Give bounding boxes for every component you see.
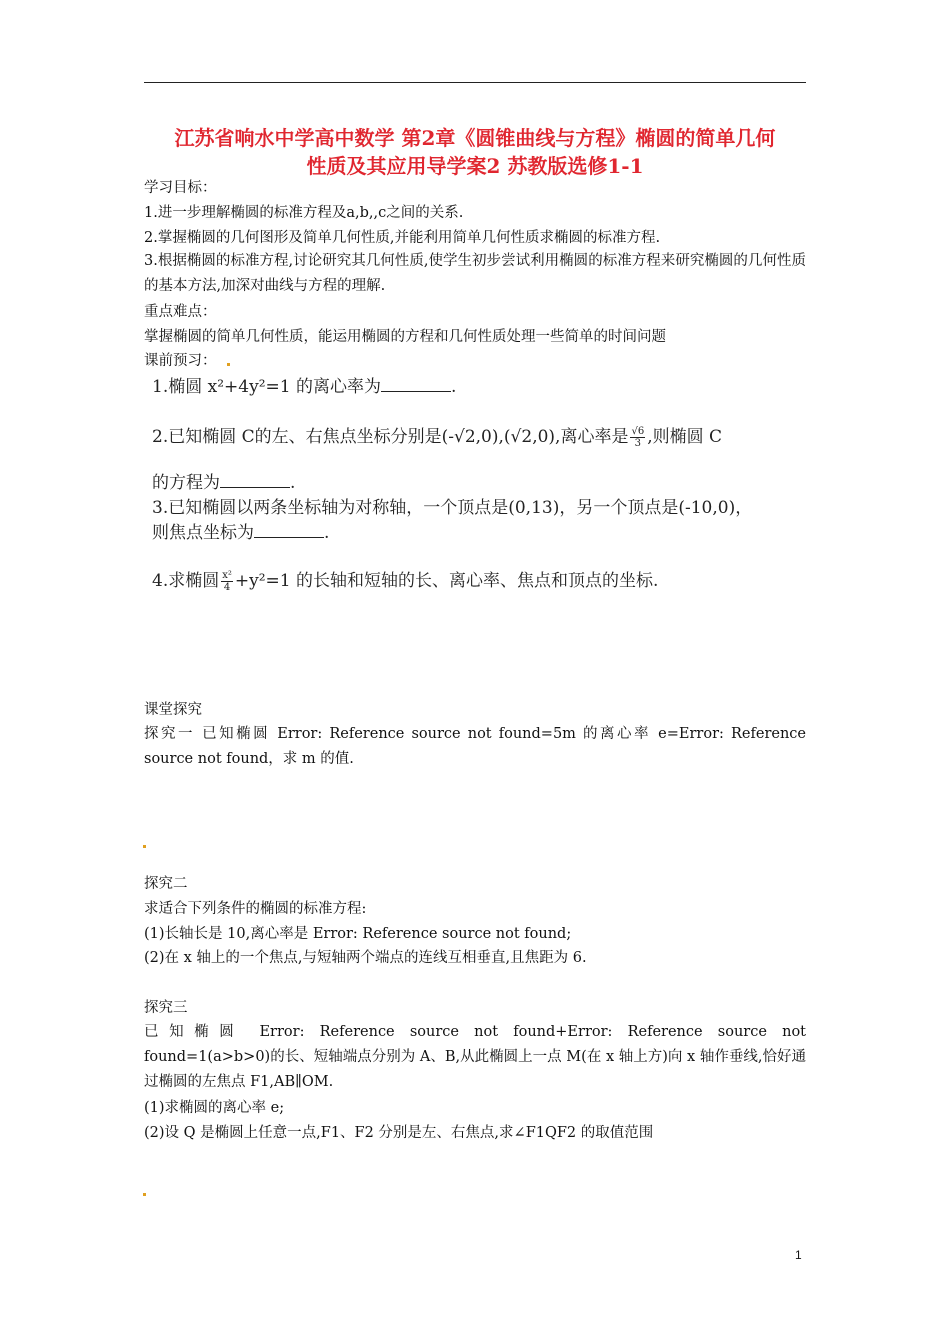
explore-2-line-2: (1)长轴长是 10,离心率是 Error: Reference source not found; — [144, 926, 572, 942]
answer-blank — [254, 521, 324, 538]
explore-3-heading: 探究三 — [144, 1000, 188, 1016]
fraction-numerator: √6 — [631, 426, 645, 437]
class-heading: 课堂探究 — [144, 702, 202, 718]
q2-line2-end: . — [290, 473, 296, 493]
explore-2-line-1: 求适合下列条件的椭圆的标准方程: — [144, 901, 367, 917]
q2-line2-text: 的方程为 — [152, 473, 220, 493]
mark-dot — [143, 845, 146, 848]
explore-3-item-1: (1)求椭圆的离心率 e; — [144, 1100, 285, 1116]
explore-2-line-3: (2)在 x 轴上的一个焦点,与短轴两个端点的连线互相垂直,且焦距为 6. — [144, 950, 587, 966]
objective-item-1: 1.进一步理解椭圆的标准方程及a,b,,c之间的关系. — [144, 205, 464, 221]
document-title — [144, 124, 806, 180]
preview-question-2-line-2 — [152, 470, 807, 496]
preview-heading: 课前预习： — [144, 353, 217, 369]
q1-end: . — [450, 377, 457, 397]
key-points-heading: 重点难点： — [144, 304, 217, 320]
q1-text: 1.椭圆 x²+4y²=1 的离心率为 — [152, 377, 381, 397]
fraction-denominator: 3 — [634, 438, 641, 449]
header-rule — [144, 82, 806, 83]
preview-question-3-line-1: 3.已知椭圆以两条坐标轴为对称轴，一个顶点是(0,13)，另一个顶点是(-10,0)， — [152, 498, 753, 518]
q3-line2-text: 则焦点坐标为 — [152, 523, 254, 543]
mark-dot — [227, 363, 230, 366]
explore-3-text: 已知椭圆 Error: Reference source not found+Error: Reference source not found=1(a>b>0)的长、短轴端点分别为 A、B,从此椭圆上一点 M(在 x 轴上方)向 x 轴作垂线,恰好通过椭圆的左焦点 F1,AB∥OM. — [144, 1024, 806, 1090]
q4-text: 4.求椭圆 — [152, 571, 220, 591]
preview-question-1 — [152, 374, 807, 400]
q2-text: 2.已知椭圆 C的左、右焦点坐标分别是(-√2,0),(√2,0),离心率是 — [152, 427, 629, 447]
objectives-heading: 学习目标： — [144, 180, 217, 196]
title-line-2: 性质及其应用导学案2 苏教版选修1-1 — [306, 154, 644, 178]
objective-item-3: 3.根据椭圆的标准方程,讨论研究其几何性质,使学生初步尝试利用椭圆的标准方程来研究椭圆的几何性质的基本方法,加深对曲线与方程的理解. — [144, 253, 806, 294]
q2-tail: ,则椭圆 C — [647, 427, 723, 447]
preview-question-2-line-1 — [152, 424, 807, 450]
explore-3-item-2: (2)设 Q 是椭圆上任意一点,F1、F2 分别是左、右焦点,求∠F1QF2 的取值范围 — [144, 1125, 654, 1141]
key-points-text: 掌握椭圆的简单几何性质，能运用椭圆的方程和几何性质处理一些简单的时间问题 — [144, 329, 666, 345]
explore-1: 探究一 已知椭圆 Error: Reference source not found=5m 的离心率 e=Error: Reference source not found，求 m 的值. — [144, 726, 806, 767]
ellipse-fraction — [221, 570, 233, 593]
preview-question-4 — [152, 568, 807, 594]
q3-line2-end: . — [324, 523, 330, 543]
preview-question-3-line-2 — [152, 520, 807, 546]
q4-tail: +y²=1 的长轴和短轴的长、离心率、焦点和顶点的坐标. — [234, 571, 659, 591]
fraction-denominator: 4 — [223, 582, 231, 593]
eccentricity-fraction — [630, 426, 645, 449]
answer-blank — [220, 471, 290, 488]
objective-item-2: 2.掌握椭圆的几何图形及简单几何性质,并能利用简单几何性质求椭圆的标准方程. — [144, 230, 661, 246]
mark-dot — [143, 1193, 146, 1196]
page-number: 1 — [795, 1248, 802, 1262]
fraction-numerator: x² — [222, 570, 232, 581]
title-line-1: 江苏省响水中学高中数学 第2章《圆锥曲线与方程》椭圆的简单几何 — [174, 126, 776, 150]
explore-2-heading: 探究二 — [144, 876, 188, 892]
answer-blank — [381, 375, 451, 392]
